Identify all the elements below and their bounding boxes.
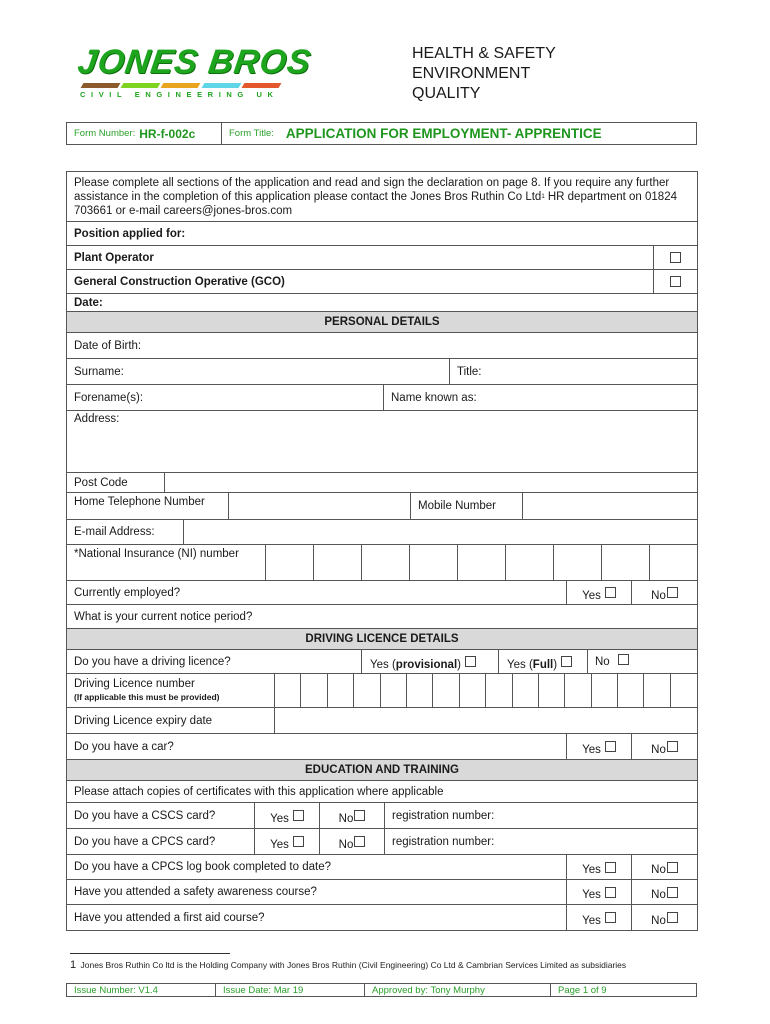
position-option-label: General Construction Operative (GCO) bbox=[67, 270, 654, 293]
licence-cell[interactable] bbox=[381, 674, 407, 707]
section-header bbox=[67, 312, 697, 333]
date-label: Date: bbox=[74, 296, 103, 309]
logbook-row bbox=[67, 855, 697, 880]
firstaid-no[interactable]: No bbox=[632, 905, 697, 930]
section-header bbox=[67, 760, 697, 781]
surname-field[interactable]: Surname: bbox=[67, 359, 450, 384]
form-title: APPLICATION FOR EMPLOYMENT- APPRENTICE bbox=[285, 126, 602, 141]
expiry-label: Driving Licence expiry date bbox=[67, 708, 275, 733]
position-gco-cell bbox=[654, 270, 697, 293]
logbook-no-checkbox[interactable] bbox=[667, 862, 678, 873]
full-licence-checkbox[interactable] bbox=[561, 656, 572, 667]
firstaid-yes-checkbox[interactable] bbox=[605, 912, 616, 923]
licence-number-note: (If applicable this must be provided) bbox=[74, 691, 220, 702]
issue-number: Issue Number: V1.4 bbox=[67, 984, 216, 996]
postcode-input[interactable] bbox=[165, 473, 697, 492]
logo-stripe bbox=[121, 83, 161, 88]
cscs-no[interactable]: No bbox=[320, 803, 385, 828]
date-row[interactable] bbox=[67, 294, 697, 312]
licence-cell[interactable] bbox=[407, 674, 433, 707]
licence-cell[interactable] bbox=[592, 674, 618, 707]
cpcs-label: Do you have a CPCS card? bbox=[67, 829, 255, 854]
ni-label: *National Insurance (NI) number bbox=[67, 545, 266, 580]
logbook-no[interactable]: No bbox=[632, 855, 697, 879]
cscs-row bbox=[67, 803, 697, 829]
driving-licence-heading: DRIVING LICENCE DETAILS bbox=[67, 629, 697, 649]
ni-cell[interactable] bbox=[314, 545, 362, 580]
form-number: HR-f-002c bbox=[139, 126, 196, 141]
firstaid-row bbox=[67, 905, 697, 930]
form-number-label: Form Number: bbox=[74, 128, 136, 139]
footnote bbox=[70, 960, 700, 971]
home-telephone-label: Home Telephone Number bbox=[67, 493, 229, 519]
licence-number-label: Driving Licence number bbox=[74, 677, 195, 690]
car-row bbox=[67, 734, 697, 760]
cscs-yes-checkbox[interactable] bbox=[293, 810, 304, 821]
dob-label: Date of Birth: bbox=[74, 339, 142, 352]
cpcs-no[interactable]: No bbox=[320, 829, 385, 854]
expiry-row bbox=[67, 708, 697, 734]
employed-row bbox=[67, 581, 697, 605]
position-option-row bbox=[67, 246, 697, 270]
safety-no[interactable]: No bbox=[632, 880, 697, 904]
safety-label: Have you attended a safety awareness course? bbox=[67, 880, 567, 904]
car-no-checkbox[interactable] bbox=[667, 741, 678, 752]
logo-subtitle: CIVIL ENGINEERING UK bbox=[80, 90, 279, 99]
footnote-ref: 1 bbox=[541, 194, 545, 200]
car-label: Do you have a car? bbox=[67, 734, 567, 759]
personal-details-heading: PERSONAL DETAILS bbox=[67, 312, 697, 332]
footnote-mark: 1 bbox=[70, 959, 77, 971]
licence-cell[interactable] bbox=[301, 674, 327, 707]
section-header bbox=[67, 629, 697, 650]
licence-no[interactable]: No bbox=[588, 650, 697, 673]
firstaid-yes[interactable]: Yes bbox=[567, 905, 632, 930]
licence-full[interactable]: Yes (Full) bbox=[499, 650, 588, 673]
employed-yes-checkbox[interactable] bbox=[605, 587, 616, 598]
licence-cell[interactable] bbox=[513, 674, 539, 707]
footnote-separator bbox=[70, 953, 230, 954]
have-licence-row bbox=[67, 650, 697, 674]
cscs-label: Do you have a CSCS card? bbox=[67, 803, 255, 828]
email-input[interactable] bbox=[184, 520, 697, 544]
cscs-yes[interactable]: Yes bbox=[255, 803, 320, 828]
form-number-cell bbox=[67, 123, 222, 144]
postcode-label: Post Code bbox=[67, 473, 165, 492]
home-telephone-input[interactable] bbox=[229, 493, 411, 519]
application-form bbox=[66, 171, 698, 931]
firstaid-no-checkbox[interactable] bbox=[667, 912, 678, 923]
notice-row[interactable] bbox=[67, 605, 697, 629]
footnote-text: Jones Bros Ruthin Co ltd is the Holding Company with Jones Bros Ruthin (Civil Engineering) Co Ltd & Cambrian Services Limited as subsidiaries bbox=[80, 960, 627, 970]
approved-by: Approved by: Tony Murphy bbox=[365, 984, 551, 996]
employed-no[interactable]: No bbox=[632, 581, 697, 604]
logo-stripe bbox=[81, 83, 121, 88]
employed-no-checkbox[interactable] bbox=[667, 587, 678, 598]
attach-note: Please attach copies of certificates with this application where applicable bbox=[74, 785, 444, 798]
logo-wordmark: JONES BROS bbox=[75, 43, 314, 81]
address-field[interactable]: Address: bbox=[74, 413, 120, 425]
cpcs-row bbox=[67, 829, 697, 855]
cscs-no-checkbox[interactable] bbox=[354, 810, 365, 821]
ni-cell[interactable] bbox=[458, 545, 506, 580]
safety-yes-checkbox[interactable] bbox=[605, 887, 616, 898]
licence-cell[interactable] bbox=[328, 674, 354, 707]
plant-operator-checkbox[interactable] bbox=[670, 252, 681, 263]
cpcs-yes[interactable]: Yes bbox=[255, 829, 320, 854]
no-licence-checkbox[interactable] bbox=[618, 654, 629, 665]
safety-no-checkbox[interactable] bbox=[667, 887, 678, 898]
logbook-label: Do you have a CPCS log book completed to date? bbox=[67, 855, 567, 879]
firstaid-label: Have you attended a first aid course? bbox=[67, 905, 567, 930]
logbook-yes[interactable]: Yes bbox=[567, 855, 632, 879]
safety-yes[interactable]: Yes bbox=[567, 880, 632, 904]
position-label-row bbox=[67, 222, 697, 246]
ni-cell[interactable] bbox=[554, 545, 602, 580]
surname-row bbox=[67, 359, 697, 385]
licence-cell[interactable] bbox=[671, 674, 697, 707]
position-option-row bbox=[67, 270, 697, 294]
car-yes[interactable]: Yes bbox=[567, 734, 632, 759]
cpcs-no-checkbox[interactable] bbox=[354, 836, 365, 847]
have-licence-label: Do you have a driving licence? bbox=[67, 650, 362, 673]
cscs-registration-field[interactable]: registration number: bbox=[392, 809, 495, 822]
expiry-input[interactable] bbox=[275, 708, 697, 733]
licence-cell[interactable] bbox=[460, 674, 486, 707]
employed-yes[interactable]: Yes bbox=[567, 581, 632, 604]
telephone-row bbox=[67, 493, 697, 520]
logbook-yes-checkbox[interactable] bbox=[605, 862, 616, 873]
postcode-row bbox=[67, 473, 697, 493]
position-label: Position applied for: bbox=[74, 227, 186, 240]
position-option-label: Plant Operator bbox=[67, 246, 654, 269]
dept-line: HEALTH & SAFETY bbox=[412, 45, 556, 62]
dob-row[interactable] bbox=[67, 333, 697, 359]
notice-label: What is your current notice period? bbox=[74, 610, 253, 623]
provisional-checkbox[interactable] bbox=[465, 656, 476, 667]
mobile-label: Mobile Number bbox=[411, 493, 523, 519]
licence-cell[interactable] bbox=[433, 674, 459, 707]
licence-cell[interactable] bbox=[275, 674, 301, 707]
company-logo bbox=[75, 43, 314, 102]
dept-line: QUALITY bbox=[412, 85, 481, 102]
logo-stripe bbox=[201, 83, 241, 88]
licence-cell[interactable] bbox=[565, 674, 591, 707]
ni-cell[interactable] bbox=[410, 545, 458, 580]
title-field[interactable]: Title: bbox=[457, 365, 482, 378]
position-plant-operator-cell bbox=[654, 246, 697, 269]
ni-cell[interactable] bbox=[506, 545, 554, 580]
ni-row bbox=[67, 545, 697, 581]
ni-cell[interactable] bbox=[266, 545, 314, 580]
licence-number-row bbox=[67, 674, 697, 708]
safety-row bbox=[67, 880, 697, 905]
ni-cell[interactable] bbox=[602, 545, 650, 580]
education-heading: EDUCATION AND TRAINING bbox=[67, 760, 697, 780]
logo-stripe bbox=[241, 83, 281, 88]
ni-cell[interactable] bbox=[362, 545, 410, 580]
gco-checkbox[interactable] bbox=[670, 276, 681, 287]
cpcs-registration-field[interactable]: registration number: bbox=[392, 835, 495, 848]
email-label: E-mail Address: bbox=[67, 520, 184, 544]
forenames-field[interactable]: Forename(s): bbox=[67, 385, 384, 410]
form-header bbox=[66, 122, 697, 145]
address-row bbox=[67, 411, 697, 473]
dept-line: ENVIRONMENT bbox=[412, 65, 531, 82]
department-heading bbox=[412, 44, 556, 104]
form-title-label: Form Title: bbox=[229, 128, 274, 139]
cpcs-yes-checkbox[interactable] bbox=[293, 836, 304, 847]
form-title-cell bbox=[222, 123, 602, 144]
logo-stripe bbox=[161, 83, 201, 88]
employed-label: Currently employed? bbox=[67, 581, 567, 604]
licence-cell[interactable] bbox=[618, 674, 644, 707]
mobile-input[interactable] bbox=[523, 493, 697, 519]
licence-provisional[interactable]: Yes (provisional) bbox=[362, 650, 499, 673]
intro-text: Please complete all sections of the application and read and sign the declaration on page 8. If you require any further assistance in the completion of this application please contact the Jones Bros Ruthin Co Ltd$^1$ HR department on 01824 703661 or e-mail careers@jones-bros.com bbox=[74, 177, 677, 217]
ni-cell[interactable] bbox=[650, 545, 697, 580]
email-row bbox=[67, 520, 697, 545]
car-yes-checkbox[interactable] bbox=[605, 741, 616, 752]
forename-row bbox=[67, 385, 697, 411]
licence-cell[interactable] bbox=[644, 674, 670, 707]
licence-cell[interactable] bbox=[486, 674, 512, 707]
intro-row bbox=[67, 172, 697, 222]
attach-note-row bbox=[67, 781, 697, 803]
licence-cell[interactable] bbox=[539, 674, 565, 707]
known-as-field[interactable]: Name known as: bbox=[391, 391, 477, 404]
licence-cell[interactable] bbox=[354, 674, 380, 707]
document-footer bbox=[66, 983, 697, 997]
logo-stripes bbox=[82, 83, 280, 88]
car-no[interactable]: No bbox=[632, 734, 697, 759]
issue-date: Issue Date: Mar 19 bbox=[216, 984, 365, 996]
licence-number-label-cell bbox=[67, 674, 275, 707]
page-number: Page 1 of 9 bbox=[558, 984, 607, 996]
